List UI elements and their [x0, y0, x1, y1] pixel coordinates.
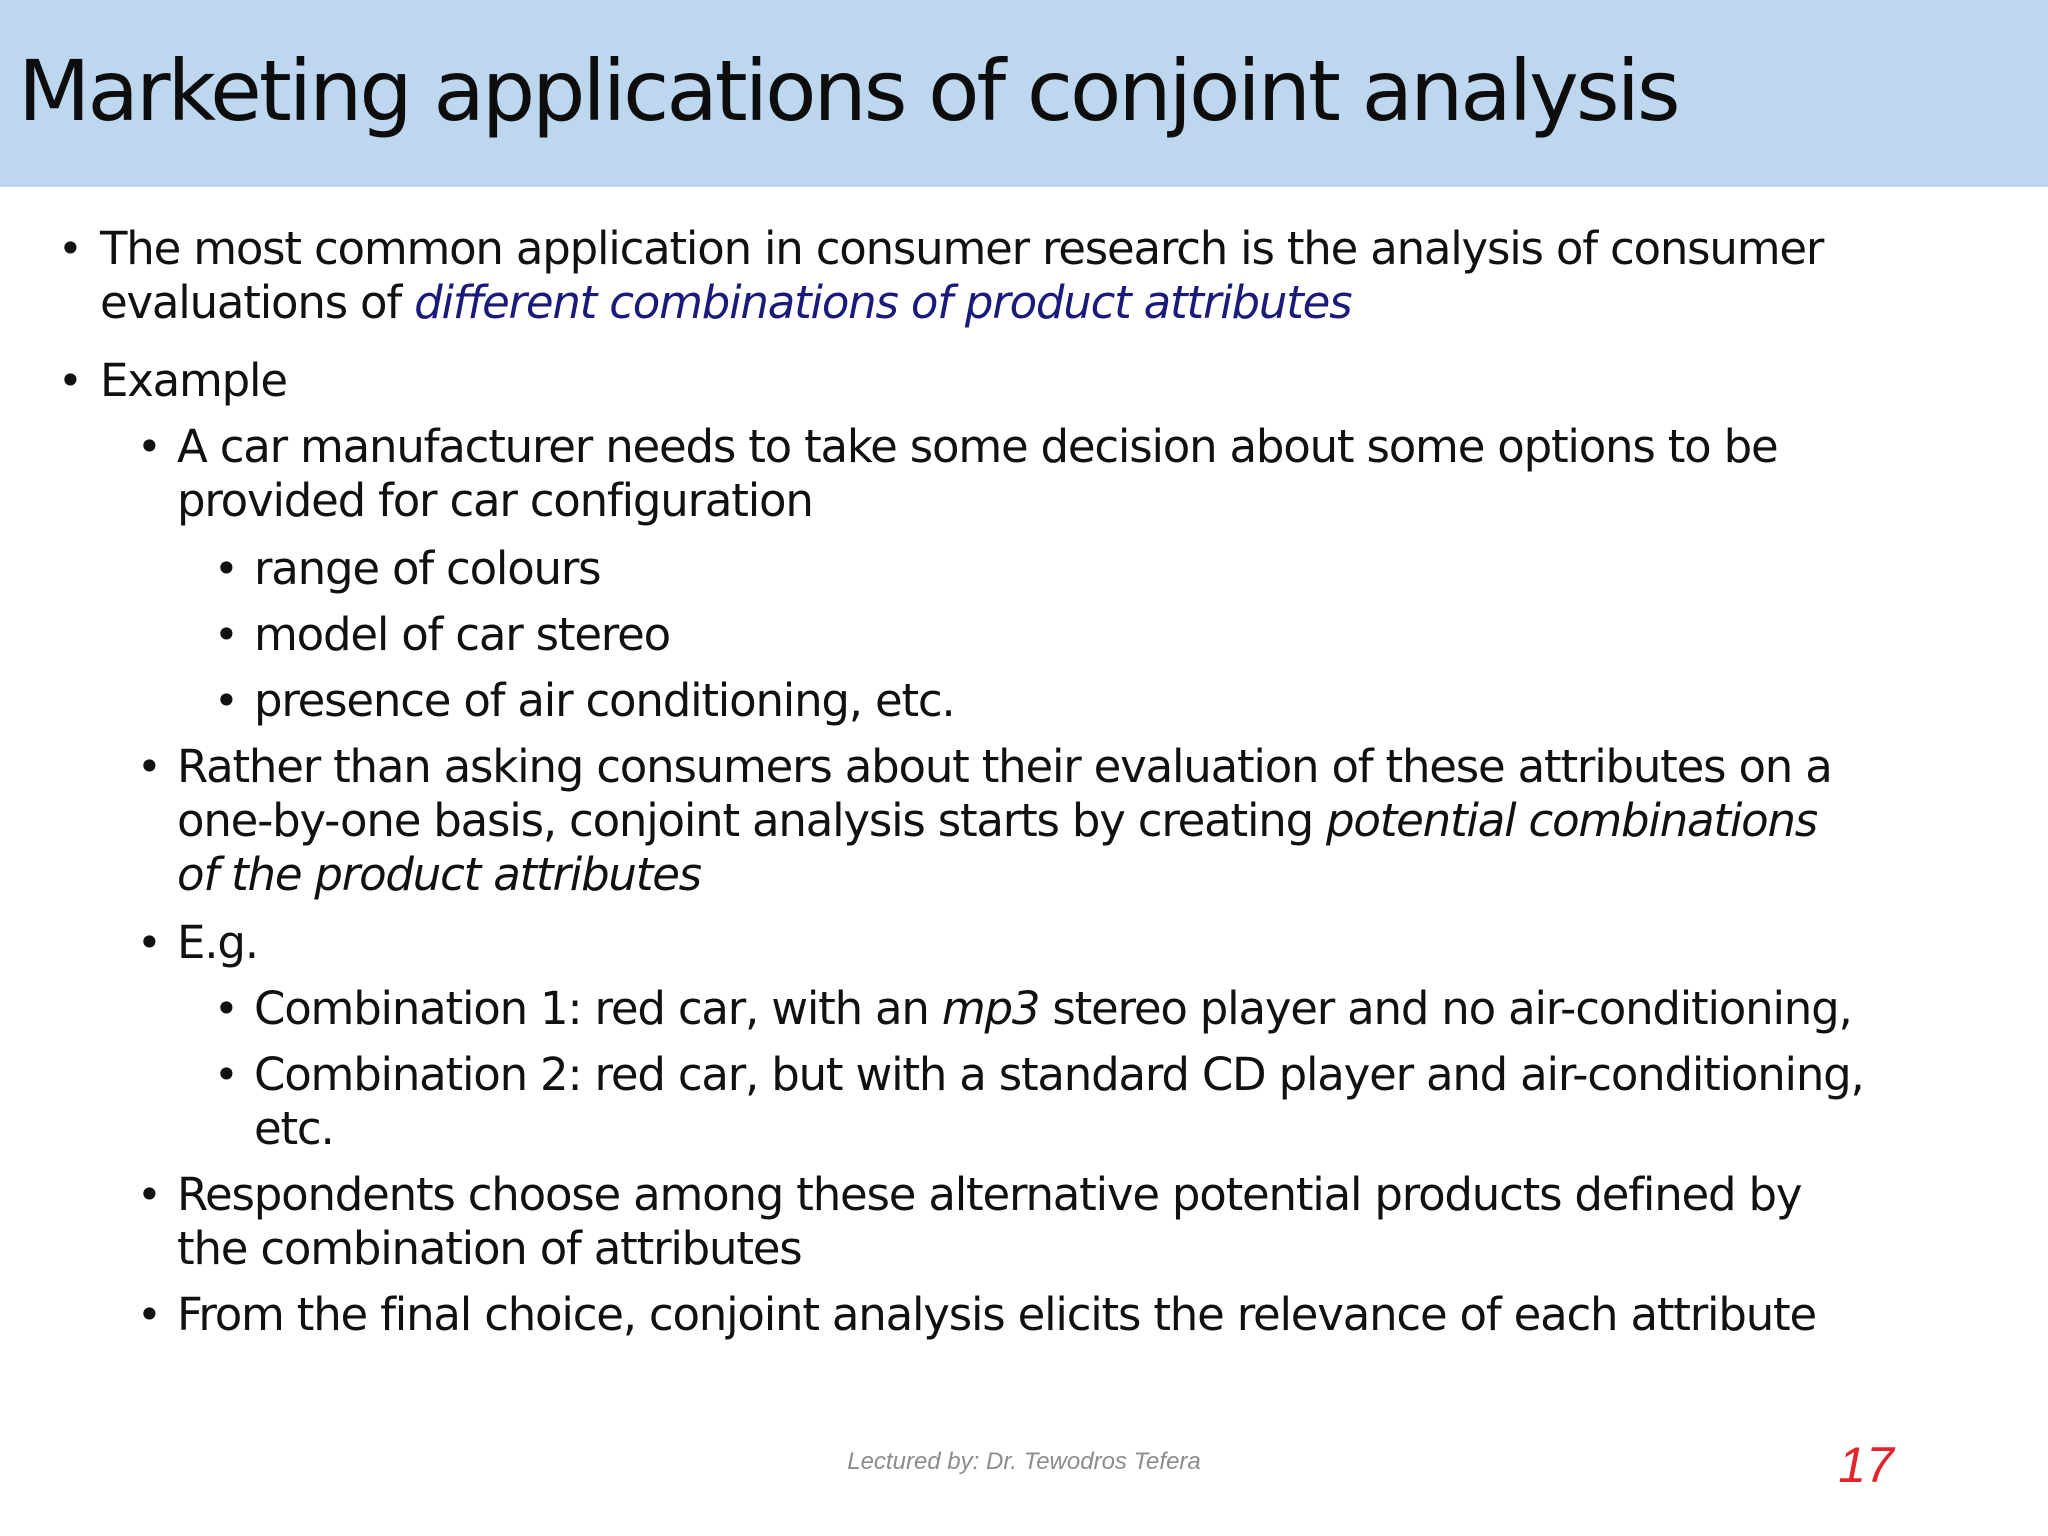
bullet-text: one-by-one basis, conjoint analysis starts by creating: [177, 794, 1327, 847]
bullet-line: model of car stereo: [254, 608, 670, 661]
title-bar: [0, 0, 2048, 187]
bullet-dot: •: [214, 1050, 238, 1099]
sub-bullet-colours: [214, 542, 601, 596]
bullet-line: The most common application in consumer research is the analysis of consumer: [100, 222, 1824, 275]
bullet-line: Combination 2: red car, but with a standard CD player and air-conditioning,: [254, 1048, 1864, 1101]
bullet-line: [254, 982, 1852, 1036]
page-number: 17: [1838, 1437, 1894, 1493]
bullet-line: [177, 794, 1832, 848]
sub-bullet-stereo: [214, 608, 670, 662]
bullet-line: From the final choice, conjoint analysis elicits the relevance of each attribute: [177, 1288, 1816, 1341]
bullet-line: presence of air conditioning, etc.: [254, 674, 955, 727]
bullet-final-choice: [137, 1288, 1816, 1342]
bullet-line: A car manufacturer needs to take some decision about some options to be: [177, 420, 1778, 473]
bullet-respondents-choose: [137, 1168, 1802, 1276]
emphasis-text: different combinations of product attributes: [414, 276, 1352, 329]
bullet-dot: •: [214, 544, 238, 593]
bullet-dot: •: [214, 676, 238, 725]
bullet-line: Example: [100, 354, 287, 407]
bullet-line: range of colours: [254, 542, 601, 595]
sub-bullet-air-conditioning: [214, 674, 955, 728]
bullet-dot: •: [58, 356, 82, 405]
bullet-line: the combination of attributes: [177, 1222, 802, 1275]
bullet-line: Rather than asking consumers about their evaluation of these attributes on a: [177, 740, 1832, 793]
bullet-dot: •: [137, 742, 161, 791]
bullet-car-manufacturer: [137, 420, 1778, 528]
emphasis-text: mp3: [941, 982, 1040, 1035]
bullet-dot: •: [137, 918, 161, 967]
footer-credit: Lectured by: Dr. Tewodros Tefera: [847, 1448, 1201, 1475]
bullet-line: of the product attributes: [177, 848, 701, 901]
bullet-line: Respondents choose among these alternative potential products defined by: [177, 1168, 1802, 1221]
bullet-dot: •: [137, 1290, 161, 1339]
bullet-text: evaluations of: [100, 276, 415, 329]
bullet-rather-than-asking: [137, 740, 1832, 902]
bullet-text: Combination 1: red car, with an: [254, 982, 942, 1035]
bullet-dot: •: [214, 984, 238, 1033]
bullet-example: [58, 354, 287, 408]
sub-bullet-combination-1: [214, 982, 1852, 1036]
bullet-line: E.g.: [177, 916, 258, 969]
slide-title: Marketing applications of conjoint analysis: [18, 42, 1678, 140]
bullet-text: stereo player and no air-conditioning,: [1039, 982, 1852, 1035]
bullet-common-application: [58, 222, 1824, 330]
sub-bullet-combination-2: [214, 1048, 1864, 1156]
emphasis-text: potential combinations: [1326, 794, 1818, 847]
bullet-line: etc.: [254, 1102, 334, 1155]
bullet-eg: [137, 916, 258, 970]
bullet-dot: •: [137, 1170, 161, 1219]
bullet-dot: •: [137, 422, 161, 471]
bullet-dot: •: [214, 610, 238, 659]
bullet-line: provided for car configuration: [177, 474, 813, 527]
bullet-line: [100, 276, 1823, 330]
bullet-dot: •: [58, 224, 82, 273]
